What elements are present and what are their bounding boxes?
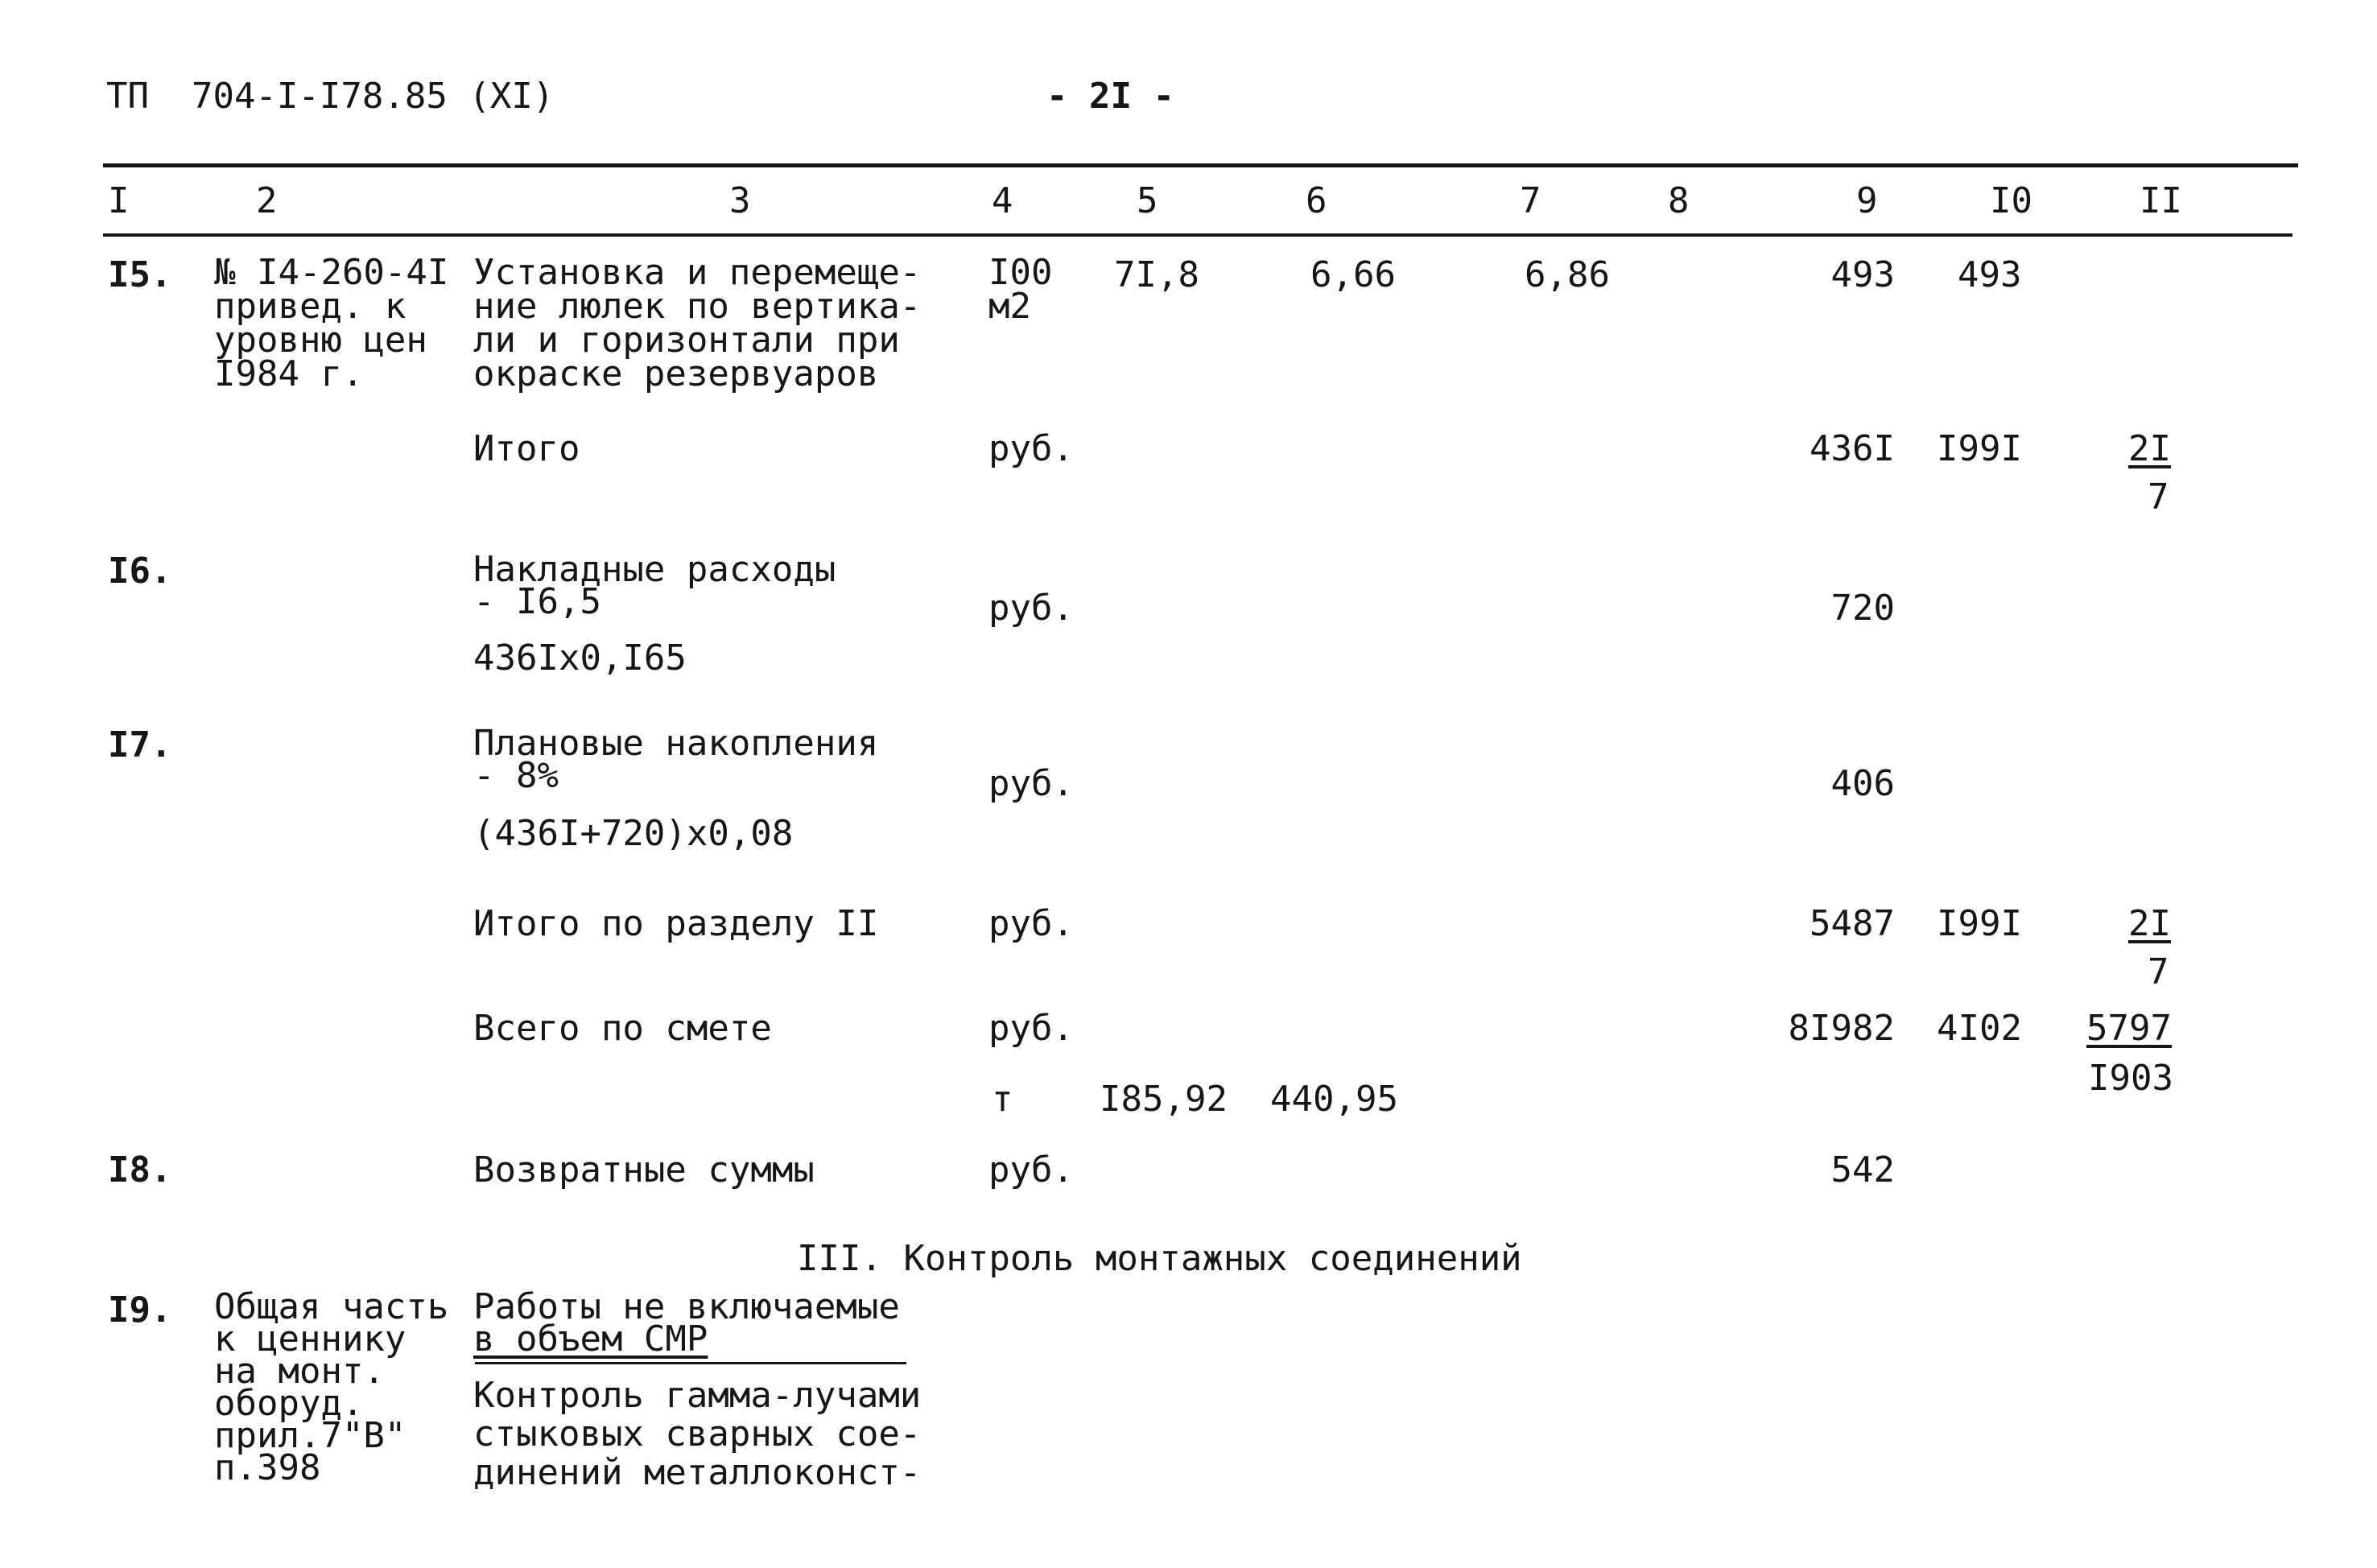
formula: 436Iх0,I65 (473, 638, 687, 679)
row-label: Возвратные суммы (473, 1149, 815, 1190)
col10-value: I99I (1937, 428, 2022, 469)
unit: руб. (988, 1008, 1074, 1049)
row-number: I9. (108, 1289, 172, 1331)
row-number: I7. (108, 724, 172, 765)
col9-value: 5487 (1810, 903, 1895, 944)
formula: (436I+720)х0,08 (473, 813, 794, 854)
work-name-heading: Работы не включаемые в объем СМР (473, 1286, 900, 1360)
table-header-rule (103, 233, 2292, 237)
work-name: Плановые накопления - 8% (473, 723, 879, 796)
price-code: № I4-260-4I привед. к уровню цен I984 г. (214, 252, 449, 394)
col5-value: 7I,8 (1114, 254, 1199, 295)
col11-fraction-top: 2I (2128, 903, 2171, 944)
col11-fraction-bottom: I903 (2088, 1058, 2173, 1099)
column-header-4: 4 (992, 180, 1013, 221)
unit: руб. (988, 1149, 1074, 1190)
col9-value: 8I982 (1788, 1008, 1895, 1049)
work-name: Накладные расходы - I6,5 (473, 549, 836, 622)
column-header-11: II (2140, 180, 2182, 221)
col9-value: 542 (1830, 1149, 1895, 1190)
row-number: I5. (108, 254, 172, 295)
heading-underline (475, 1362, 906, 1364)
work-name: Установка и перемеще- ние люлек по вертика- ли и горизонтали при окраске резервуаров (473, 252, 922, 394)
col9-value: 720 (1830, 588, 1895, 629)
column-header-3: 3 (729, 180, 751, 221)
column-header-1: I (108, 180, 130, 221)
page-number: - 2I - (1046, 76, 1174, 117)
col7-value: 6,86 (1525, 254, 1610, 295)
row-label: Итого по разделу II (473, 903, 879, 944)
row-number: I6. (108, 551, 172, 592)
column-header-10: I0 (1990, 180, 2032, 221)
col9-value: 406 (1830, 763, 1895, 804)
column-header-6: 6 (1306, 180, 1327, 221)
column-header-2: 2 (256, 180, 278, 221)
row-number: I8. (108, 1149, 172, 1190)
col11-fraction-bottom: 7 (2148, 477, 2169, 518)
row-label: Итого (473, 428, 580, 469)
section-title: III. Контроль монтажных соединений (797, 1238, 1522, 1279)
column-header-9: 9 (1856, 180, 1878, 221)
col9-value: 436I (1810, 428, 1895, 469)
column-header-5: 5 (1137, 180, 1158, 221)
unit-secondary: т (992, 1079, 1013, 1120)
col5-value: I85,92 (1100, 1079, 1228, 1120)
unit: I00 м2 (988, 252, 1053, 327)
document-code: ТП 704-I-I78.85 (XI) (106, 76, 555, 117)
unit: руб. (988, 763, 1074, 804)
column-header-7: 7 (1520, 180, 1541, 221)
col11-fraction-bottom: 7 (2148, 951, 2169, 992)
col10-value: 4I02 (1937, 1008, 2022, 1049)
price-code: Общая часть к ценнику на монт. оборуд. прил.7"В" п.398 (214, 1286, 449, 1488)
unit: руб. (988, 428, 1074, 469)
work-name: Контроль гамма-лучами стыковых сварных сое- динений металлоконст- (473, 1375, 922, 1493)
col11-fraction-top: 5797 (2086, 1008, 2172, 1049)
col6-value: 440,95 (1270, 1079, 1398, 1120)
col6-value: 6,66 (1310, 254, 1396, 295)
row-label: Всего по смете (473, 1008, 772, 1049)
col11-fraction-top: 2I (2128, 428, 2171, 469)
col10-value: 493 (1958, 254, 2022, 295)
unit: руб. (988, 903, 1074, 944)
column-header-8: 8 (1668, 180, 1690, 221)
unit: руб. (988, 588, 1074, 629)
col10-value: I99I (1937, 903, 2022, 944)
col9-value: 493 (1830, 254, 1895, 295)
table-top-rule (103, 163, 2298, 167)
